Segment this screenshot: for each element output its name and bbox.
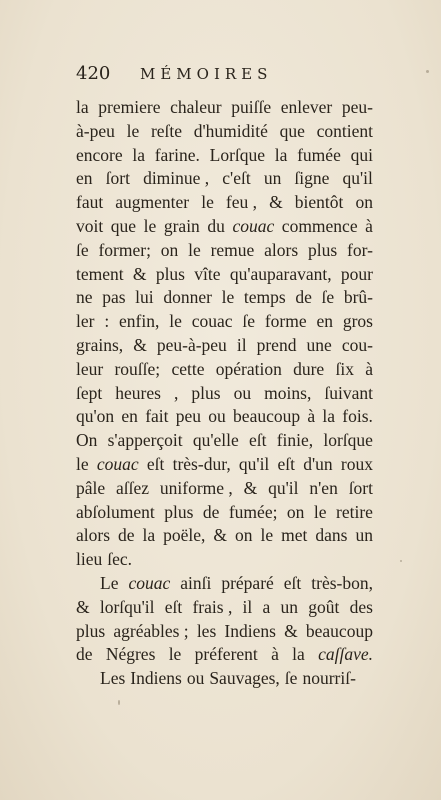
word: qu'elle: [192, 430, 239, 451]
word: heures: [115, 382, 161, 403]
word: fait: [145, 406, 169, 427]
word: fois.: [342, 406, 373, 427]
word: pour: [340, 263, 373, 284]
text-line: [76, 643, 373, 667]
word: opération: [215, 358, 282, 379]
word: couac: [191, 311, 233, 332]
word: chaleur: [170, 97, 222, 117]
word: &: [243, 477, 258, 498]
word: caſſave.: [318, 644, 373, 665]
word: qui: [350, 144, 373, 165]
word: que: [110, 215, 137, 236]
word: le: [260, 525, 274, 546]
word: ſec.: [107, 549, 133, 570]
word: à-peu: [76, 120, 115, 141]
word: de: [118, 525, 135, 546]
word: un: [355, 525, 373, 546]
word: lui: [135, 287, 154, 308]
word: plus: [164, 501, 194, 522]
word: à: [365, 358, 373, 379]
text-line: [76, 548, 373, 572]
word: plus: [155, 263, 185, 284]
word: feu ,: [225, 192, 258, 213]
running-head: [76, 62, 376, 86]
paper-speck: [400, 560, 402, 562]
word: leur: [76, 358, 104, 379]
word: à: [271, 644, 279, 665]
word: uniforme ,: [159, 477, 233, 498]
word: prend: [256, 334, 297, 355]
word: grains,: [76, 334, 124, 355]
word: fumée;: [228, 501, 278, 522]
word: préparé: [221, 572, 274, 593]
word: frais ,: [192, 596, 233, 617]
word: couac: [128, 572, 171, 593]
paper-speck: [426, 70, 429, 73]
word: le: [221, 287, 235, 308]
word: lorſqu'il: [99, 596, 155, 617]
word: Le: [100, 572, 119, 593]
text-line: [76, 215, 373, 239]
word: la: [76, 97, 89, 117]
word: que: [279, 120, 305, 141]
word: grain: [163, 215, 200, 236]
word: la: [132, 144, 145, 165]
word: il: [242, 596, 253, 617]
word: beaucoup: [233, 406, 301, 427]
word: Indiens: [130, 668, 182, 689]
word: cette: [171, 358, 205, 379]
text-line: [76, 358, 373, 382]
word: lorſque: [323, 430, 373, 451]
word: ſigne: [294, 168, 330, 189]
word: poële,: [163, 525, 206, 546]
word: bientôt: [294, 192, 344, 213]
word: dans: [315, 525, 348, 546]
text-line: [76, 263, 373, 287]
word: la: [274, 144, 288, 165]
word: d'humidité: [193, 120, 268, 141]
word: plus: [191, 382, 221, 403]
word: la: [322, 406, 336, 427]
word: Les: [100, 668, 126, 689]
text-line: [76, 501, 373, 525]
word: dure: [293, 358, 325, 379]
word: en: [316, 311, 334, 332]
word: eſt: [277, 453, 296, 474]
word: qu'auparavant,: [229, 263, 332, 284]
word: rouſſe;: [114, 358, 161, 379]
word: très-dur,: [172, 453, 231, 474]
word: le: [143, 215, 157, 236]
word: ſix: [335, 358, 354, 379]
word: en: [121, 406, 138, 427]
word: très-bon,: [311, 572, 373, 593]
word: nourriſ-: [302, 668, 356, 689]
word: pas: [102, 287, 126, 308]
word: premiere: [98, 97, 161, 117]
paper-speck: [118, 700, 120, 705]
text-line: [76, 429, 373, 453]
text-line: [76, 477, 373, 501]
word: &: [213, 525, 228, 546]
word: le: [168, 644, 182, 665]
word: il: [236, 334, 247, 355]
word: qu'il: [268, 477, 299, 498]
word: cou-: [341, 334, 373, 355]
word: une: [306, 334, 332, 355]
text-line: [76, 120, 373, 144]
word: le: [188, 239, 201, 260]
word: la: [142, 525, 156, 546]
word: ,: [174, 382, 179, 403]
text-line: [76, 524, 373, 548]
text-line: [76, 167, 373, 191]
text-line: [76, 453, 373, 477]
text-line: [76, 382, 373, 406]
word: enlever: [280, 97, 333, 117]
text-line: [76, 191, 373, 215]
word: moins,: [264, 382, 312, 403]
word: ne: [76, 287, 93, 308]
word: plus: [308, 239, 338, 260]
word: eſt: [164, 596, 183, 617]
word: farine.: [154, 144, 200, 165]
word: a: [262, 596, 271, 617]
word: ſort: [348, 477, 373, 498]
word: gros: [342, 311, 373, 332]
word: s'apperçoit: [107, 430, 183, 451]
word: retire: [336, 501, 373, 522]
word: peu: [175, 406, 202, 427]
word: Indiens: [224, 620, 276, 641]
word: on: [286, 501, 305, 522]
word: abſolument: [76, 501, 155, 522]
word: le: [76, 453, 89, 474]
word: &: [76, 596, 90, 617]
word: qu'il: [342, 168, 373, 189]
word: ſe: [321, 287, 335, 308]
word: enfin,: [119, 311, 160, 332]
word: vîte: [194, 263, 221, 284]
word: roux: [340, 453, 373, 474]
word: alors: [76, 525, 111, 546]
word: la: [292, 644, 305, 665]
page-number: 420: [76, 63, 111, 84]
text-line: [76, 620, 373, 644]
text-line: [76, 667, 373, 691]
word: &: [284, 620, 298, 641]
text-line: [76, 239, 373, 263]
word: peu-: [341, 97, 373, 117]
word: remue: [210, 239, 255, 260]
word: reſte: [150, 120, 183, 141]
word: le: [313, 501, 327, 522]
word: puiſſe: [231, 97, 272, 117]
word: couac: [232, 215, 275, 236]
word: d'un: [303, 453, 333, 474]
text-line: [76, 596, 373, 620]
word: ſuivant: [324, 382, 373, 403]
word: du: [207, 215, 225, 236]
word: :: [104, 311, 110, 332]
word: qu'il: [238, 453, 270, 474]
word: fumée: [297, 144, 341, 165]
word: on: [160, 239, 179, 260]
word: ſort: [105, 168, 130, 189]
word: Sauvages,: [209, 668, 280, 689]
word: qu'on: [76, 406, 115, 427]
word: tement: [76, 263, 124, 284]
word: alors: [264, 239, 299, 260]
word: &: [132, 263, 147, 284]
word: de: [295, 287, 312, 308]
text-line: [76, 96, 373, 120]
word: donner: [163, 287, 212, 308]
word: ſe: [284, 668, 298, 689]
word: des: [349, 596, 373, 617]
word: On: [76, 430, 98, 451]
word: goût: [308, 596, 340, 617]
word: eſt: [249, 430, 267, 451]
word: on: [235, 525, 253, 546]
word: &: [133, 334, 147, 355]
word: préferent: [194, 644, 258, 665]
word: ou: [233, 382, 252, 403]
word: augmenter: [115, 192, 190, 213]
word: ſept: [76, 382, 103, 403]
word: beaucoup: [305, 620, 373, 641]
word: contient: [316, 120, 373, 141]
word: le: [126, 120, 140, 141]
text-line: [76, 310, 373, 334]
word: un: [280, 596, 298, 617]
word: en: [76, 168, 93, 189]
word: agréables ;: [113, 620, 189, 641]
word: ainſi: [180, 572, 212, 593]
word: voit: [76, 215, 104, 236]
word: forme: [264, 311, 307, 332]
word: couac: [96, 453, 139, 474]
word: lieu: [76, 549, 103, 570]
word: ou: [208, 406, 226, 427]
text-line: [76, 286, 373, 310]
word: Lorſque: [209, 144, 266, 165]
word: &: [269, 192, 283, 213]
text-line: [76, 144, 373, 168]
word: ſe: [242, 311, 255, 332]
word: de: [76, 644, 93, 665]
word: ſe: [76, 239, 89, 260]
word: ou: [186, 668, 205, 689]
word: peu-à-peu: [156, 334, 227, 355]
word: le: [169, 311, 182, 332]
word: temps: [243, 287, 286, 308]
text-line: [76, 405, 373, 429]
word: Négres: [105, 644, 156, 665]
text-line: [76, 334, 373, 358]
word: à: [365, 215, 373, 236]
word: finie,: [276, 430, 314, 451]
word: c'eſt: [222, 168, 251, 189]
word: pâle: [76, 477, 106, 498]
word: eſt: [283, 572, 302, 593]
word: aſſez: [116, 477, 150, 498]
word: diminue ,: [143, 168, 210, 189]
word: for-: [347, 239, 373, 260]
word: plus: [76, 620, 106, 641]
word: on: [355, 192, 373, 213]
word: faut: [76, 192, 104, 213]
word: le: [201, 192, 214, 213]
word: les: [196, 620, 217, 641]
running-title: MÉMOIRES: [140, 65, 273, 83]
word: à: [307, 406, 316, 427]
word: former;: [98, 239, 151, 260]
text-line: [76, 572, 373, 596]
word: eſt: [146, 453, 165, 474]
word: un: [263, 168, 282, 189]
word: encore: [76, 144, 123, 165]
word: brû-: [343, 287, 373, 308]
word: commence: [281, 215, 358, 236]
word: de: [202, 501, 220, 522]
word: ler: [76, 311, 95, 332]
word: n'en: [309, 477, 338, 498]
word: met: [281, 525, 308, 546]
body-text: [76, 96, 373, 691]
